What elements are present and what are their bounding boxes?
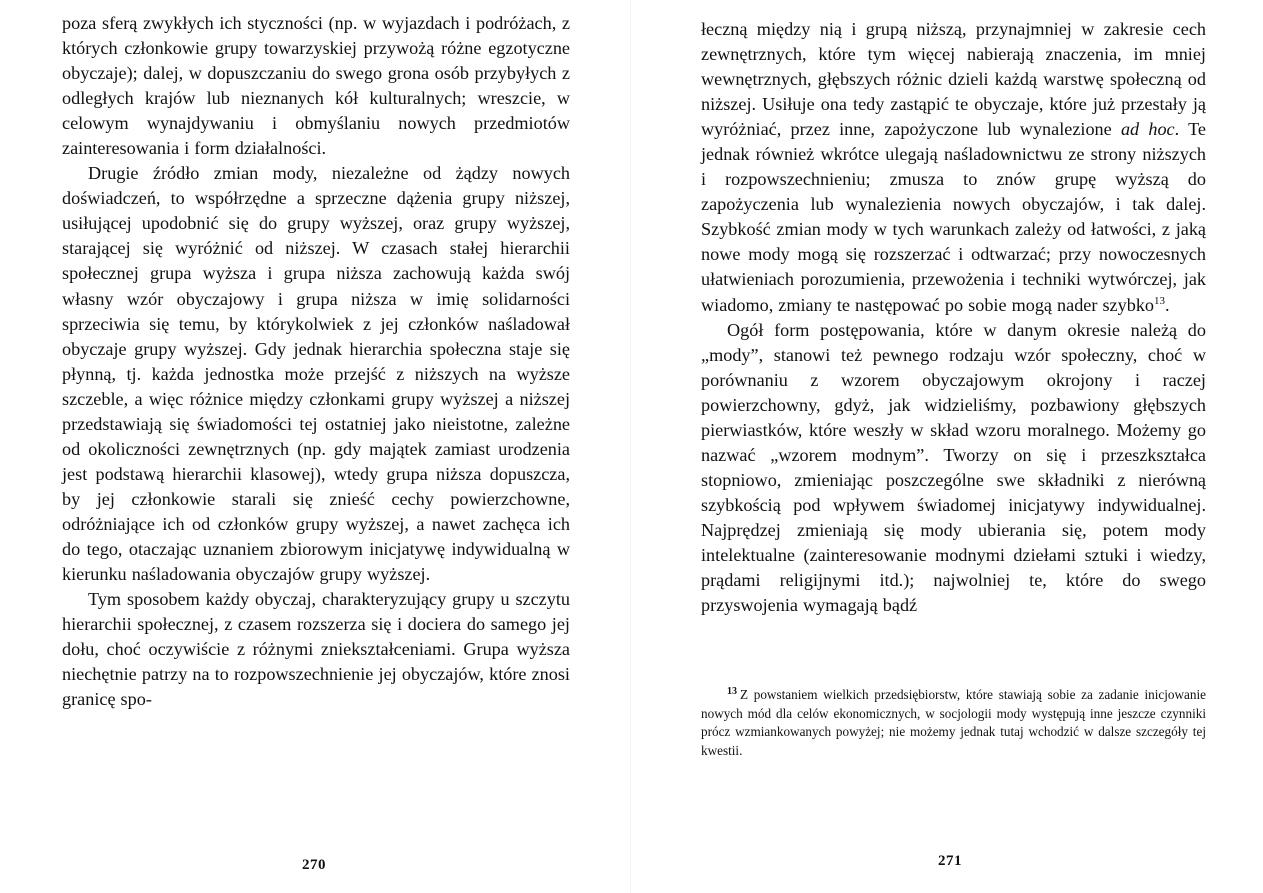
left-paragraph-3: Tym sposobem każdy obyczaj, charakteryzujący grupy u szczytu hierarchii społecznej, z czasem rozszerza się i dociera do samego jej dołu, choć oczywiście z różnymi zniekształceniami. Grupa wyższa niechętnie patrzy na to rozpowszechnienie jej obyczajów, które znosi granicę spo-	[62, 589, 570, 710]
right-paragraph-2: Ogół form postępowania, które w danym okresie należą do „mody”, stanowi też pewnego rodzaju wzór społeczny, choć w porównaniu z wzorem obyczajowym okrojony i raczej powierzchowny, gdyż, jak widzieliśmy, pozbawiony głębszych pierwiastków, które weszły w skład wzoru moralnego. Możemy go nazwać „wzorem modnym”. Tworzy on się i przeszkształca stopniowo, zmieniając poszczególne swe składniki z nierówną szybkością pod wpływem świadomej inicjatywy indywidualnej. Najprędzej zmieniają się mody ubierania się, potem mody intelektualne (zainteresowanie modnymi dziełami sztuki i wiedzy, prądami religijnymi itd.); najwolniej te, które do swego przyswojenia wymagają bądź	[701, 319, 1206, 616]
footnote-number: 13	[727, 685, 737, 697]
right-page-body	[701, 17, 1206, 618]
footnote-13	[701, 686, 1206, 760]
emphasis-ad-hoc: ad hoc	[1120, 119, 1175, 140]
left-page	[0, 0, 631, 893]
left-page-body	[62, 11, 570, 712]
left-paragraph-2: Drugie źródło zmian mody, niezależne od żądzy nowych doświadczeń, to współrzędne a sprzeczne dążenia grupy niższej, usiłującej upodobnić się do grupy wyższej, oraz grupy wyższej, starającej się wyróżnić od niższej. W czasach stałej hierarchii społecznej grupa wyższa i grupa niższa zachowują każda swój własny wzór obyczajowy i grupa niższa w imię solidarności sprzeciwia się temu, by którykolwiek z jej członków naśladował obyczaje grupy wyższej. Gdy jednak hierarchia społeczna staje się płynną, tj. każda jednostka może przejść z niższych na wyższe szczeble, a więc różnice między członkami grupy wyższej a niższej przedstawiają się świadomości tej ostatniej jako nieistotne, zależne od okoliczności zewnętrznych (np. gdy majątek zamiast urodzenia jest podstawą hierarchii klasowej), wtedy grupa niższa dopuszcza, by jej członkowie starali się znieść cechy powierzchowne, odróżniające ich od członków grupy wyższej, a nawet zachęca ich do tego, otaczając uznaniem zbiorowym inicjatywę indywidualną w kierunku naśladowania obyczajów grupy wyższej.	[62, 163, 570, 585]
right-page-number: 271	[938, 853, 962, 869]
right-page	[631, 0, 1263, 893]
right-paragraph-1-end: .	[1165, 294, 1170, 315]
right-paragraph-1-text: łeczną między nią i grupą niższą, przynajmniej w zakresie cech zewnętrznych, które tym więcej nabierają znaczenia, im mniej wewnętrznych, głębszych różnic dzieli każdą warstwę społeczną od niższej. Usiłuje ona tedy zastąpić te obyczaje, które już przestały ją wyróżniać, przez inne, zapożyczone lub wynalezione	[701, 19, 1206, 140]
left-paragraph-1: poza sferą zwykłych ich styczności (np. w wyjazdach i podróżach, z których członkowie grupy towarzyskiej przywożą różne egzotyczne obyczaje); dalej, w dopuszczaniu do swego grona osób przybyłych z odległych krajów lub nieznanych kół kulturalnych; wreszcie, w celowym wynajdywaniu i obmyślaniu nowych przedmiotów zainteresowania i form działalności.	[62, 13, 570, 159]
footnote-reference[interactable]: 13	[1154, 294, 1166, 307]
left-page-number: 270	[302, 857, 326, 873]
footnote-area	[701, 686, 1206, 760]
right-paragraph-1-continuation: . Te jednak również wkrótce ulegają naśladownictwu ze strony niższych i rozpowszechnieniu; zmusza to znów grupę wyższą do zapożyczenia lub wynalezienia nowych obyczajów, i tak dalej. Szybkość zmian mody w tych warunkach zależy od łatwości, z jaką nowe mody mogą się rozszerzać i odtwarzać; przy nowoczesnych ułatwieniach porozumienia, przewożenia i techniki wytwórczej, jak wiadomo, zmiany te następować po sobie mogą nader szybko	[701, 119, 1206, 315]
right-paragraph-1	[701, 17, 1206, 318]
footnote-body: Z powstaniem wielkich przedsiębiorstw, które stawiają sobie za zadanie inicjowanie nowych mód dla celów ekonomicznych, w socjologii mody występują inne jeszcze czynniki prócz wzmiankowanych powyżej; nie możemy jednak tutaj wchodzić w dalsze szczegóły tej kwestii.	[701, 687, 1206, 758]
